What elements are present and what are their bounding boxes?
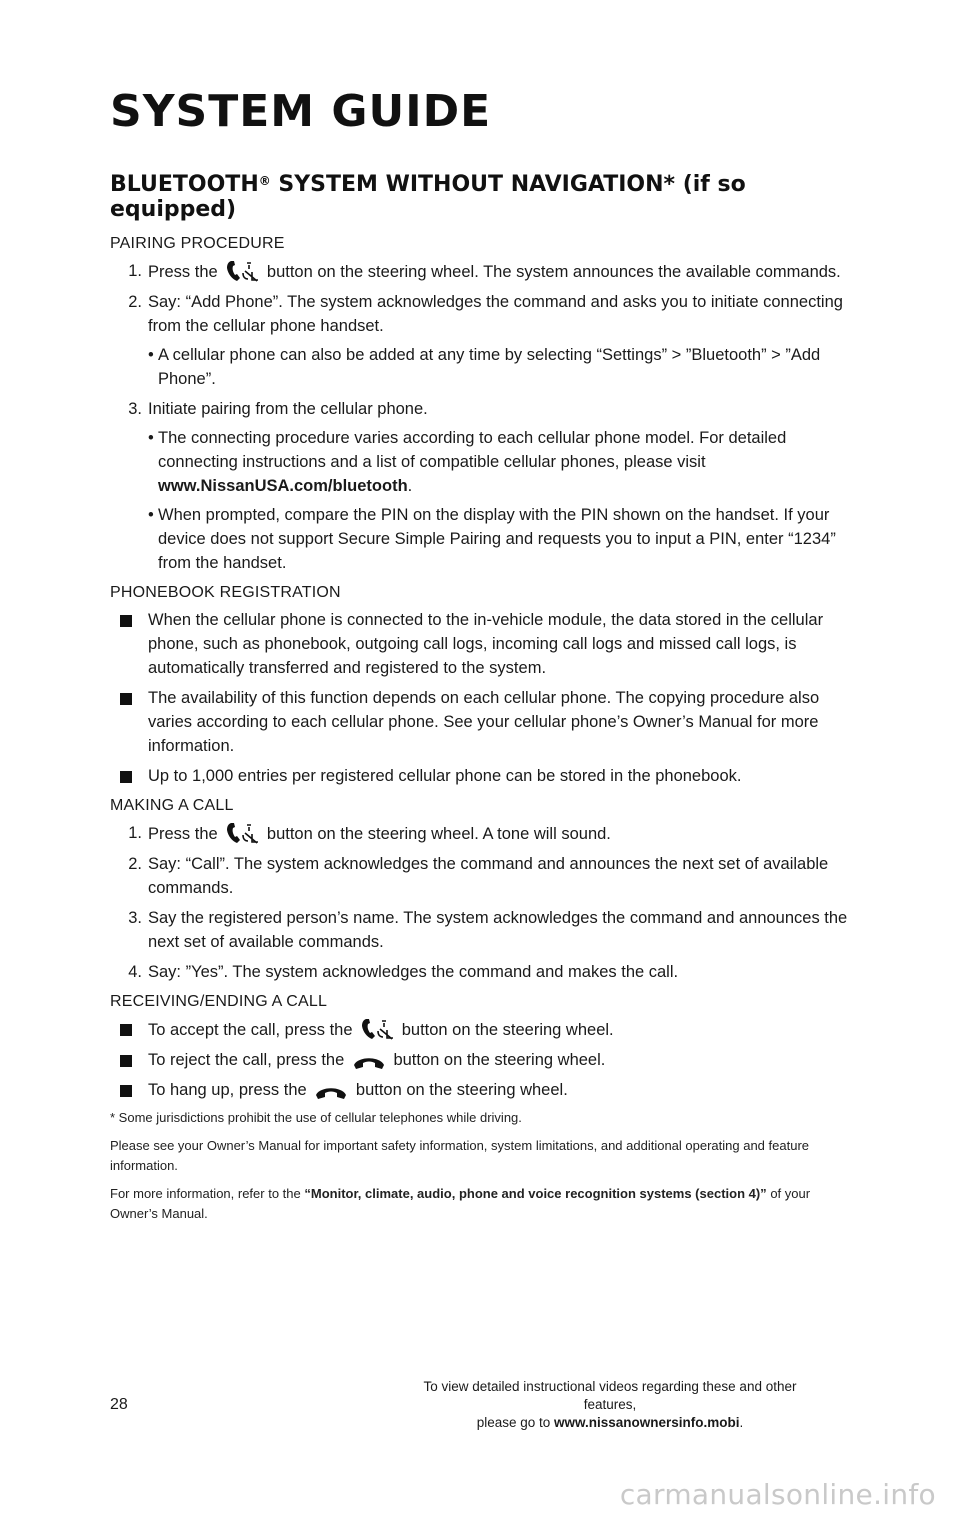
making-step-2	[110, 852, 860, 900]
step-text: button on the steering wheel. The system announces the available commands.	[266, 263, 841, 281]
bullet-square	[120, 1085, 132, 1097]
bullet-square	[120, 615, 132, 627]
phonebook-heading: PHONEBOOK REGISTRATION	[110, 584, 341, 601]
making-step-4	[110, 960, 860, 984]
phone-voice-icon	[360, 1017, 394, 1041]
making-call-heading: MAKING A CALL	[110, 797, 234, 814]
note-text: A cellular phone can also be added at any time by selecting “Settings” > ”Bluetooth” > ”Add Phone”.	[158, 346, 821, 388]
note-owners-manual: Please see your Owner’s Manual for important safety information, system limitations, and additional operating and feature information.	[110, 1138, 809, 1173]
watermark: carmanualsonline.info	[619, 1478, 936, 1511]
item-text: To accept the call, press the	[148, 1021, 353, 1039]
item-text: To reject the call, press the	[148, 1051, 345, 1069]
note-text: For more information, refer to the	[110, 1186, 301, 1201]
step-text: button on the steering wheel. A tone will sound.	[266, 825, 611, 843]
note-jurisdictions: * Some jurisdictions prohibit the use of cellular telephones while driving.	[110, 1110, 522, 1125]
item-text: Up to 1,000 entries per registered cellular phone can be stored in the phonebook.	[148, 767, 742, 785]
note-text: of your Owner’s Manual.	[110, 1186, 811, 1221]
receiving-item-hangup	[110, 1078, 860, 1102]
step-number: 3.	[128, 909, 142, 927]
bullet-dot: •	[148, 506, 154, 524]
page-number: 28	[110, 1396, 128, 1413]
step-number: 2.	[128, 293, 142, 311]
note-text: When prompted, compare the PIN on the display with the PIN shown on the handset. If your device does not support Secure Simple Pairing and requests you to input a PIN, enter “1234” from the handset.	[158, 506, 836, 572]
step-text: Press the	[148, 825, 218, 843]
page-title: SYSTEM GUIDE	[110, 86, 492, 137]
step-text: Press the	[148, 263, 218, 281]
step-text: Initiate pairing from the cellular phone.	[148, 400, 428, 418]
step-number: 4.	[128, 963, 142, 981]
section-title	[110, 172, 860, 222]
pairing-step-2	[110, 290, 860, 338]
step-number: 2.	[128, 855, 142, 873]
section-title-pre: BLUETOOTH	[110, 172, 259, 197]
note-text: The connecting procedure varies according to each cellular phone model. For detailed connecting instructions and a list of compatible cellular phones, please visit	[158, 429, 787, 471]
making-step-3	[110, 906, 860, 954]
phone-voice-icon	[225, 821, 259, 845]
item-text: button on the steering wheel.	[355, 1081, 568, 1099]
receiving-item-accept	[110, 1017, 860, 1042]
main-content	[110, 172, 860, 1232]
phonebook-item-3	[110, 764, 860, 788]
bullet-dot: •	[148, 346, 154, 364]
footer-text: please go to	[476, 1415, 551, 1430]
pairing-step-3-note-1	[110, 426, 860, 498]
step-number: 1.	[128, 824, 142, 842]
step-number: 1.	[128, 262, 142, 280]
bluetooth-url-link[interactable]: www.NissanUSA.com/bluetooth	[158, 477, 408, 495]
pairing-step-3	[110, 397, 860, 421]
step-text: Say: “Add Phone”. The system acknowledges the command and asks you to initiate connecting from the cellular phone handset.	[148, 293, 843, 335]
pairing-step-3-note-2	[110, 503, 860, 575]
bullet-square	[120, 693, 132, 705]
manual-section-reference: “Monitor, climate, audio, phone and voice recognition systems (section 4)”	[304, 1186, 767, 1201]
pairing-step-1	[110, 259, 860, 284]
item-text: To hang up, press the	[148, 1081, 307, 1099]
note-text-end: .	[407, 477, 413, 495]
making-step-1	[110, 821, 860, 846]
bullet-dot: •	[148, 429, 154, 447]
receiving-call-heading: RECEIVING/ENDING A CALL	[110, 993, 328, 1010]
phone-hangup-icon	[352, 1053, 386, 1071]
owners-info-url-link[interactable]: www.nissanownersinfo.mobi	[554, 1415, 740, 1430]
pairing-step-2-note	[110, 343, 860, 391]
step-text: Say: “Call”. The system acknowledges the command and announces the next set of available commands.	[148, 855, 829, 897]
registered-mark: ®	[258, 174, 271, 188]
bullet-square	[120, 1055, 132, 1067]
step-text: Say the registered person’s name. The system acknowledges the command and announces the next set of available commands.	[148, 909, 848, 951]
receiving-item-reject	[110, 1048, 860, 1072]
note-more-info	[110, 1184, 860, 1224]
pairing-heading: PAIRING PROCEDURE	[110, 235, 285, 252]
section-title-post: SYSTEM WITHOUT NAVIGATION* (if so equipped)	[110, 172, 746, 222]
item-text: The availability of this function depends on each cellular phone. The copying procedure also varies according to each cellular phone. See your cellular phone’s Owner’s Manual for more information.	[148, 689, 820, 755]
phone-voice-icon	[225, 259, 259, 283]
footer-line-1: To view detailed instructional videos regarding these and other features,	[423, 1379, 797, 1412]
step-text: Say: ”Yes”. The system acknowledges the command and makes the call.	[148, 963, 679, 981]
item-text: When the cellular phone is connected to the in-vehicle module, the data stored in the cellular phone, such as phonebook, outgoing call logs, incoming call logs and missed call logs, is automatically transferred and registered to the system.	[148, 611, 824, 677]
footer-note	[400, 1378, 820, 1432]
footer-text-end: .	[739, 1415, 744, 1430]
step-number: 3.	[128, 400, 142, 418]
footer-line-2	[400, 1414, 820, 1432]
item-text: button on the steering wheel.	[401, 1021, 614, 1039]
phonebook-item-2	[110, 686, 860, 758]
phonebook-item-1	[110, 608, 860, 680]
phone-hangup-icon	[314, 1083, 348, 1101]
item-text: button on the steering wheel.	[393, 1051, 606, 1069]
bullet-square	[120, 771, 132, 783]
bullet-square	[120, 1024, 132, 1036]
